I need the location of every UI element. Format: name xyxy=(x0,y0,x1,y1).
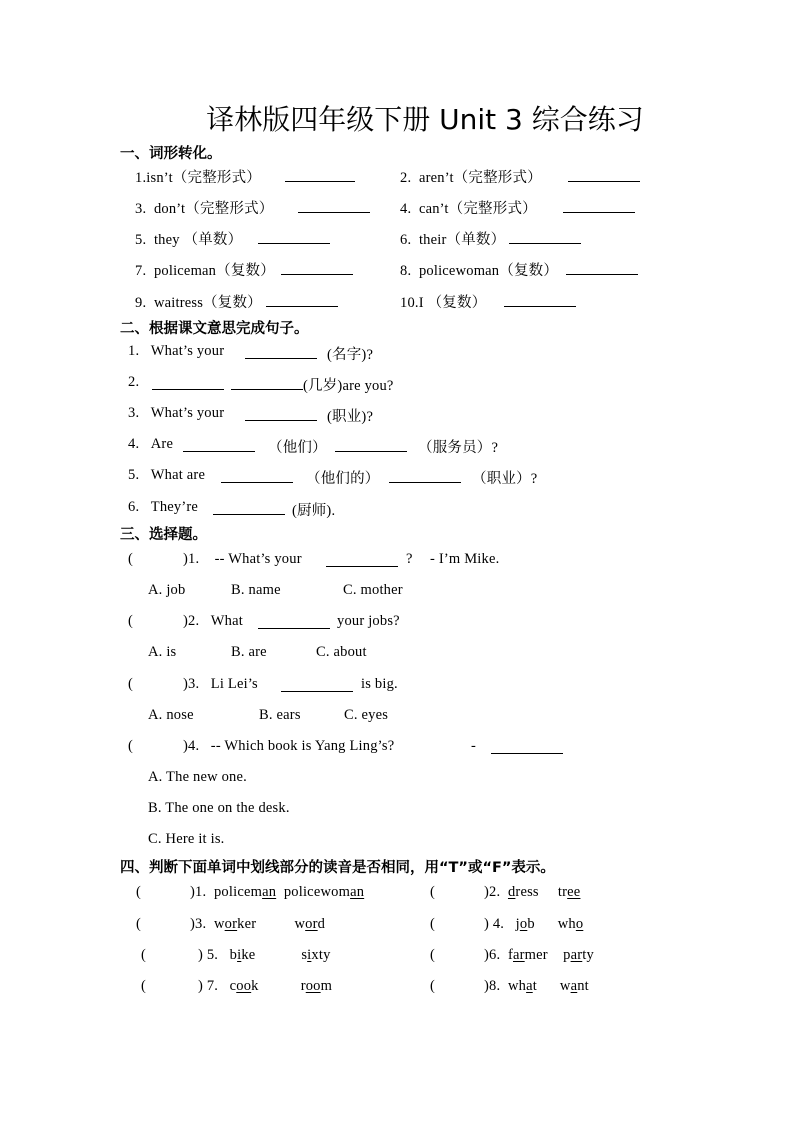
s2-item-4-hint-2: （服务员）? xyxy=(418,440,499,456)
s1-item-2: 2. aren’t（完整形式） xyxy=(400,170,542,186)
s3-q1-opt-b: B. name xyxy=(231,582,281,598)
s2-item-5-hint-2: （职业）? xyxy=(472,471,538,487)
blank[interactable] xyxy=(509,243,581,244)
section-1-heading: 一、词形转化。 xyxy=(120,146,222,162)
s1-item-7: 7. policeman（复数） xyxy=(135,263,275,279)
s3-q2-opt-b: B. are xyxy=(231,644,267,660)
answer-paren: ( xyxy=(128,738,134,754)
s1-item-3: 3. don’t（完整形式） xyxy=(135,201,274,217)
section-4-heading: 四、判断下面单词中划线部分的读音是否相同，用“T”或“F”表示。 xyxy=(120,860,555,876)
blank[interactable] xyxy=(389,482,461,483)
blank[interactable] xyxy=(231,389,303,390)
s1-item-4: 4. can’t（完整形式） xyxy=(400,201,537,217)
blank[interactable] xyxy=(245,358,317,359)
blank[interactable] xyxy=(563,212,635,213)
page-title: 译林版四年级下册 Unit 3 综合练习 xyxy=(206,103,644,136)
s2-item-3-hint: (职业)? xyxy=(327,409,374,425)
s2-item-4-hint-1: （他们） xyxy=(268,440,327,456)
answer-paren: ( xyxy=(430,978,436,994)
s2-item-6: 6. They’re xyxy=(128,499,199,515)
s2-item-2: 2. xyxy=(128,374,140,390)
s3-q4-opt-b: B. The one on the desk. xyxy=(148,800,290,816)
section-3-heading: 三、选择题。 xyxy=(120,527,207,543)
blank[interactable] xyxy=(281,274,353,275)
s3-q4-opt-a: A. The new one. xyxy=(148,769,247,785)
s2-item-4: 4. Are xyxy=(128,436,174,452)
answer-paren: ( xyxy=(128,551,134,567)
s4-item-5: ) 5. bike sixty xyxy=(198,947,331,963)
s3-q3-rest: is big. xyxy=(361,676,398,692)
s2-item-6-hint: (厨师). xyxy=(292,503,336,519)
blank[interactable] xyxy=(281,691,353,692)
blank[interactable] xyxy=(566,274,638,275)
answer-paren: ( xyxy=(128,676,134,692)
s3-q3: )3. Li Lei’s xyxy=(183,676,258,692)
s3-q3-opt-c: C. eyes xyxy=(344,707,389,723)
s3-q3-opt-b: B. ears xyxy=(259,707,301,723)
blank[interactable] xyxy=(266,306,338,307)
s2-item-5: 5. What are xyxy=(128,467,206,483)
blank[interactable] xyxy=(183,451,255,452)
s2-item-3: 3. What’s your xyxy=(128,405,225,421)
s1-item-8: 8. policewoman（复数） xyxy=(400,263,559,279)
s1-item-1: 1.isn’t（完整形式） xyxy=(135,170,261,186)
blank[interactable] xyxy=(258,628,330,629)
s3-q3-opt-a: A. nose xyxy=(148,707,194,723)
blank[interactable] xyxy=(326,566,398,567)
s3-q4-dash: - xyxy=(471,738,477,754)
s3-q4: )4. -- Which book is Yang Ling’s? xyxy=(183,738,395,754)
blank[interactable] xyxy=(335,451,407,452)
s4-item-3: )3. worker word xyxy=(190,916,326,932)
s1-item-9: 9. waitress（复数） xyxy=(135,295,262,311)
answer-paren: ( xyxy=(136,916,142,932)
s4-item-4: ) 4. job who xyxy=(484,916,584,932)
s3-q1: )1. -- What’s your xyxy=(183,551,302,567)
section-2-heading: 二、根据课文意思完成句子。 xyxy=(120,321,309,337)
s2-item-5-hint-1: （他们的） xyxy=(306,471,380,487)
answer-paren: ( xyxy=(141,947,147,963)
s1-item-10: 10.I （复数） xyxy=(400,295,487,311)
answer-paren: ( xyxy=(141,978,147,994)
s4-item-1: )1. policeman policewoman xyxy=(190,884,365,900)
s3-q1-opt-a: A. job xyxy=(148,582,186,598)
blank[interactable] xyxy=(285,181,355,182)
s3-q1-opt-c: C. mother xyxy=(343,582,403,598)
s3-q4-opt-c: C. Here it is. xyxy=(148,831,225,847)
blank[interactable] xyxy=(258,243,330,244)
answer-paren: ( xyxy=(430,884,436,900)
s4-item-7: ) 7. cook room xyxy=(198,978,333,994)
s2-item-1-hint: (名字)? xyxy=(327,347,374,363)
blank[interactable] xyxy=(568,181,640,182)
answer-paren: ( xyxy=(136,884,142,900)
s1-item-6: 6. their（单数） xyxy=(400,232,506,248)
s3-q2: )2. What xyxy=(183,613,243,629)
s3-q2-rest: your jobs? xyxy=(337,613,400,629)
s1-item-5: 5. they （单数） xyxy=(135,232,243,248)
s4-item-2: )2. dress tree xyxy=(484,884,581,900)
s4-item-8: )8. what want xyxy=(484,978,589,994)
answer-paren: ( xyxy=(430,916,436,932)
blank[interactable] xyxy=(298,212,370,213)
s3-q1-answer: - I’m Mike. xyxy=(430,551,500,567)
s3-q2-opt-c: C. about xyxy=(316,644,367,660)
answer-paren: ( xyxy=(430,947,436,963)
s4-item-6: )6. farmer party xyxy=(484,947,594,963)
answer-paren: ( xyxy=(128,613,134,629)
s3-q1-mark: ? xyxy=(406,551,413,567)
s2-item-1: 1. What’s your xyxy=(128,343,225,359)
blank[interactable] xyxy=(491,753,563,754)
blank[interactable] xyxy=(245,420,317,421)
blank[interactable] xyxy=(221,482,293,483)
blank[interactable] xyxy=(504,306,576,307)
s3-q2-opt-a: A. is xyxy=(148,644,177,660)
s2-item-2-hint: (几岁)are you? xyxy=(303,378,394,394)
blank[interactable] xyxy=(152,389,224,390)
blank[interactable] xyxy=(213,514,285,515)
